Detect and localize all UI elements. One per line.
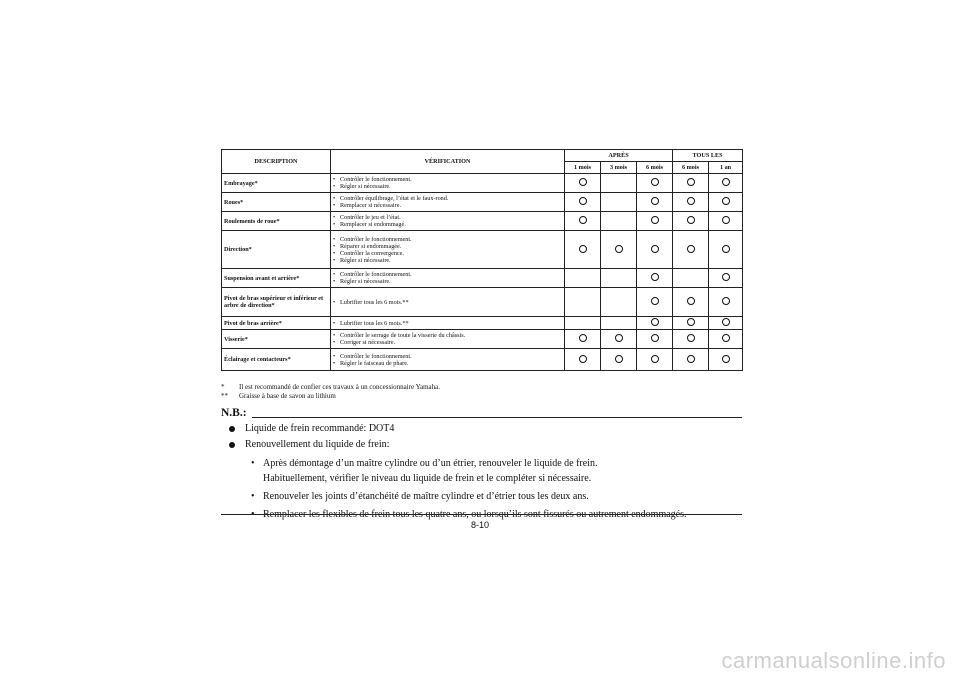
maintenance-table	[221, 149, 743, 371]
sub-bullet-icon: •	[251, 509, 255, 520]
sub-bullet-icon: •	[251, 491, 255, 502]
check-circle-icon	[651, 178, 659, 186]
row-verification	[331, 174, 565, 193]
check-circle-icon	[651, 245, 659, 253]
interval-cell	[565, 174, 601, 193]
row-description: Pivot de bras arrière*	[222, 317, 331, 330]
footnote-mark: *	[221, 383, 225, 391]
interval-cell	[601, 231, 637, 269]
interval-cell	[565, 231, 601, 269]
interval-cell	[565, 212, 601, 231]
nb-bullet-text: Liquide de frein recommandé: DOT4	[245, 423, 395, 434]
check-circle-icon	[651, 273, 659, 281]
verification-item: • Contrôler équilibrage, l’état et le faux-rond.	[333, 195, 562, 202]
interval-cell	[601, 330, 637, 349]
check-circle-icon	[615, 334, 623, 342]
row-description: Roues*	[222, 193, 331, 212]
check-circle-icon	[687, 197, 695, 205]
check-circle-icon	[722, 318, 730, 326]
check-circle-icon	[579, 245, 587, 253]
header-period: 3 mois	[601, 162, 637, 174]
verification-list	[333, 195, 562, 209]
interval-cell	[601, 288, 637, 317]
check-circle-icon	[722, 297, 730, 305]
verification-item: • Remplacer si endommagé.	[333, 221, 562, 228]
check-circle-icon	[615, 245, 623, 253]
check-circle-icon	[687, 355, 695, 363]
verification-item: • Régler si nécessaire.	[333, 257, 562, 264]
interval-cell	[601, 317, 637, 330]
verification-item: • Contrôler le fonctionnement.	[333, 176, 562, 183]
check-circle-icon	[687, 245, 695, 253]
interval-cell	[601, 193, 637, 212]
nb-bullet	[225, 437, 740, 453]
verification-item: • Contrôler le fonctionnement.	[333, 353, 562, 360]
interval-cell	[709, 288, 743, 317]
interval-cell	[709, 269, 743, 288]
table-row	[222, 330, 743, 349]
row-verification	[331, 212, 565, 231]
interval-cell	[637, 174, 673, 193]
verification-item: • Lubrifier tous les 6 mois.**	[333, 320, 562, 327]
bottom-divider	[221, 514, 742, 515]
row-verification	[331, 288, 565, 317]
table-row	[222, 349, 743, 371]
interval-cell	[637, 212, 673, 231]
table-row	[222, 288, 743, 317]
verification-item: • Régler si nécessaire.	[333, 183, 562, 190]
interval-cell	[709, 231, 743, 269]
interval-cell	[673, 349, 709, 371]
interval-cell	[709, 193, 743, 212]
interval-cell	[601, 269, 637, 288]
check-circle-icon	[687, 334, 695, 342]
check-circle-icon	[651, 216, 659, 224]
check-circle-icon	[722, 197, 730, 205]
verification-item: • Contrôler le fonctionnement.	[333, 271, 562, 278]
interval-cell	[709, 317, 743, 330]
header-period: 1 mois	[565, 162, 601, 174]
verification-list	[333, 320, 562, 327]
verification-list	[333, 271, 562, 285]
verification-item: • Régler si nécessaire.	[333, 278, 562, 285]
row-description: Éclairage et contacteurs*	[222, 349, 331, 371]
check-circle-icon	[687, 297, 695, 305]
row-description: Visserie*	[222, 330, 331, 349]
nb-divider	[252, 417, 742, 418]
footnote	[221, 383, 440, 392]
verification-item: • Réparer si endommagée.	[333, 243, 562, 250]
check-circle-icon	[651, 197, 659, 205]
interval-cell	[673, 231, 709, 269]
interval-cell	[565, 349, 601, 371]
interval-cell	[637, 317, 673, 330]
footnote	[221, 392, 440, 401]
nb-bullet	[225, 421, 740, 437]
bullet-dot-icon	[229, 426, 235, 432]
interval-cell	[637, 349, 673, 371]
row-verification	[331, 269, 565, 288]
interval-cell	[673, 269, 709, 288]
footnote-mark: **	[221, 392, 228, 400]
interval-cell	[565, 317, 601, 330]
header-period: 1 an	[709, 162, 743, 174]
header-description: DESCRIPTION	[222, 150, 331, 174]
check-circle-icon	[651, 318, 659, 326]
check-circle-icon	[651, 297, 659, 305]
header-after: APRÈS	[565, 150, 673, 162]
interval-cell	[709, 330, 743, 349]
check-circle-icon	[722, 216, 730, 224]
interval-cell	[565, 193, 601, 212]
check-circle-icon	[687, 178, 695, 186]
row-verification	[331, 231, 565, 269]
nb-sub-text: Renouveler les joints d’étanchéité de maître cylindre et d’étrier tous les deux ans.	[263, 491, 589, 502]
footnote-text: Il est recommandé de confier ces travaux à un concessionnaire Yamaha.	[239, 383, 440, 391]
row-description: Direction*	[222, 231, 331, 269]
check-circle-icon	[651, 355, 659, 363]
verification-item: • Régler le faisceau de phare.	[333, 360, 562, 367]
table-row	[222, 317, 743, 330]
interval-cell	[601, 349, 637, 371]
row-verification	[331, 349, 565, 371]
interval-cell	[673, 330, 709, 349]
check-circle-icon	[579, 197, 587, 205]
interval-cell	[673, 288, 709, 317]
nb-bullet-text: Renouvellement du liquide de frein:	[245, 439, 390, 450]
interval-cell	[637, 231, 673, 269]
interval-cell	[673, 212, 709, 231]
nb-sub-text: Après démontage d’un maître cylindre ou d’un étrier, renouveler le liquide de frein.	[263, 458, 598, 469]
verification-item: • Contrôler le fonctionnement.	[333, 236, 562, 243]
interval-cell	[637, 288, 673, 317]
nb-sub-text: Habituellement, vérifier le niveau du liquide de frein et le compléter si nécessaire.	[263, 473, 592, 484]
check-circle-icon	[579, 355, 587, 363]
verification-list	[333, 353, 562, 367]
table-row	[222, 269, 743, 288]
interval-cell	[637, 330, 673, 349]
verification-list	[333, 332, 562, 346]
interval-cell	[565, 288, 601, 317]
footnote-text: Graisse à base de savon au lithium	[239, 392, 336, 400]
verification-list	[333, 214, 562, 228]
interval-cell	[565, 269, 601, 288]
check-circle-icon	[687, 216, 695, 224]
nb-title: N.B.:	[221, 407, 247, 419]
table-row	[222, 212, 743, 231]
check-circle-icon	[722, 178, 730, 186]
interval-cell	[709, 212, 743, 231]
verification-item: • Contrôler la convergence.	[333, 250, 562, 257]
interval-cell	[601, 212, 637, 231]
row-verification	[331, 317, 565, 330]
check-circle-icon	[722, 273, 730, 281]
row-verification	[331, 330, 565, 349]
row-description: Roulements de roue*	[222, 212, 331, 231]
bullet-dot-icon	[229, 442, 235, 448]
header-period: 6 mois	[673, 162, 709, 174]
interval-cell	[709, 349, 743, 371]
row-verification	[331, 193, 565, 212]
check-circle-icon	[722, 334, 730, 342]
nb-body	[225, 421, 740, 522]
table-row	[222, 193, 743, 212]
check-circle-icon	[579, 216, 587, 224]
nb-sub-item	[225, 456, 740, 486]
interval-cell	[601, 174, 637, 193]
interval-cell	[637, 269, 673, 288]
check-circle-icon	[651, 334, 659, 342]
interval-cell	[709, 174, 743, 193]
interval-cell	[673, 193, 709, 212]
header-period: 6 mois	[637, 162, 673, 174]
verification-item: • Corriger si nécessaire.	[333, 339, 562, 346]
verification-list	[333, 176, 562, 190]
page-number: 8-10	[470, 520, 489, 530]
interval-cell	[673, 174, 709, 193]
check-circle-icon	[687, 318, 695, 326]
check-circle-icon	[579, 334, 587, 342]
verification-list	[333, 299, 562, 306]
nb-sub-item	[225, 489, 740, 504]
header-verification: VÉRIFICATION	[331, 150, 565, 174]
table-row	[222, 174, 743, 193]
interval-cell	[637, 193, 673, 212]
row-description: Embrayage*	[222, 174, 331, 193]
maintenance-table-body	[222, 174, 743, 371]
check-circle-icon	[722, 245, 730, 253]
interval-cell	[565, 330, 601, 349]
watermark: carmanualsonline.info	[721, 648, 946, 673]
verification-item: • Contrôler le serrage de toute la visserie du châssis.	[333, 332, 562, 339]
verification-item: • Lubrifier tous les 6 mois.**	[333, 299, 562, 306]
verification-list	[333, 236, 562, 264]
check-circle-icon	[579, 178, 587, 186]
footnotes	[221, 383, 440, 401]
row-description: Pivot de bras supérieur et inférieur et arbre de direction*	[222, 288, 331, 317]
interval-cell	[673, 317, 709, 330]
verification-item: • Contrôler le jeu et l’état.	[333, 214, 562, 221]
row-description: Suspension avant et arrière*	[222, 269, 331, 288]
check-circle-icon	[615, 355, 623, 363]
table-row	[222, 231, 743, 269]
header-every: TOUS LES	[673, 150, 743, 162]
nb-sub-text: Remplacer les flexibles de frein tous les quatre ans, ou lorsqu’ils sont fissurés ou autrement endommagés.	[263, 509, 687, 520]
sub-bullet-icon: •	[251, 458, 255, 469]
verification-item: • Remplacer si nécessaire.	[333, 202, 562, 209]
check-circle-icon	[722, 355, 730, 363]
